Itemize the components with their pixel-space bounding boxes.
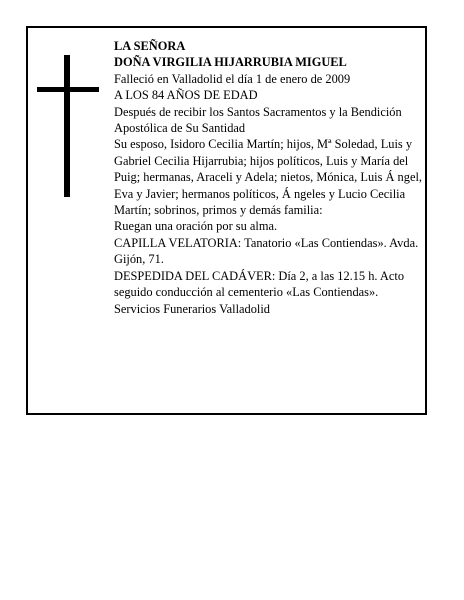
funeral-services: Servicios Funerarios Valladolid <box>114 301 271 316</box>
family-list: Su esposo, Isidoro Cecilia Martín; hijos, Mª Soledad, Luis y Gabriel Cecilia Hijarrubia; hijos políticos, Luis y María del Puig; hermanas, Araceli y Adela; nietos, Mónica, Luis Á ngel, Eva y Javier; hermanos políticos, Á ngeles y Lucio Cecilia Martín; sobrinos, primos y demás familia: <box>114 137 422 218</box>
deceased-name: DOÑA VIRGILIA HIJARRUBIA MIGUEL <box>114 55 347 70</box>
farewell-info: DESPEDIDA DEL CADÁVER: Día 2, a las 12.15 h. Acto seguido conducción al cementerio «Las Contiendas». <box>114 268 405 300</box>
age-line: A LOS 84 AÑOS DE EDAD <box>114 88 258 103</box>
sacraments-line: Después de recibir los Santos Sacramentos y la Bendición Apostólica de Su Santidad <box>114 104 402 136</box>
notice-title-line-1: LA SEÑORA <box>114 39 186 53</box>
prayer-request: Ruegan una oración por su alma. <box>114 219 278 234</box>
chapel-info: CAPILLA VELATORIA: Tanatorio «Las Contiendas». Avda. Gijón, 71. <box>114 235 419 267</box>
death-date-line: Falleció en Valladolid el día 1 de enero de 2009 <box>114 71 351 86</box>
cross-icon <box>37 55 99 197</box>
cross-horizontal-bar <box>37 87 99 92</box>
obituary-text <box>114 38 426 317</box>
cross-vertical-bar <box>64 55 70 197</box>
